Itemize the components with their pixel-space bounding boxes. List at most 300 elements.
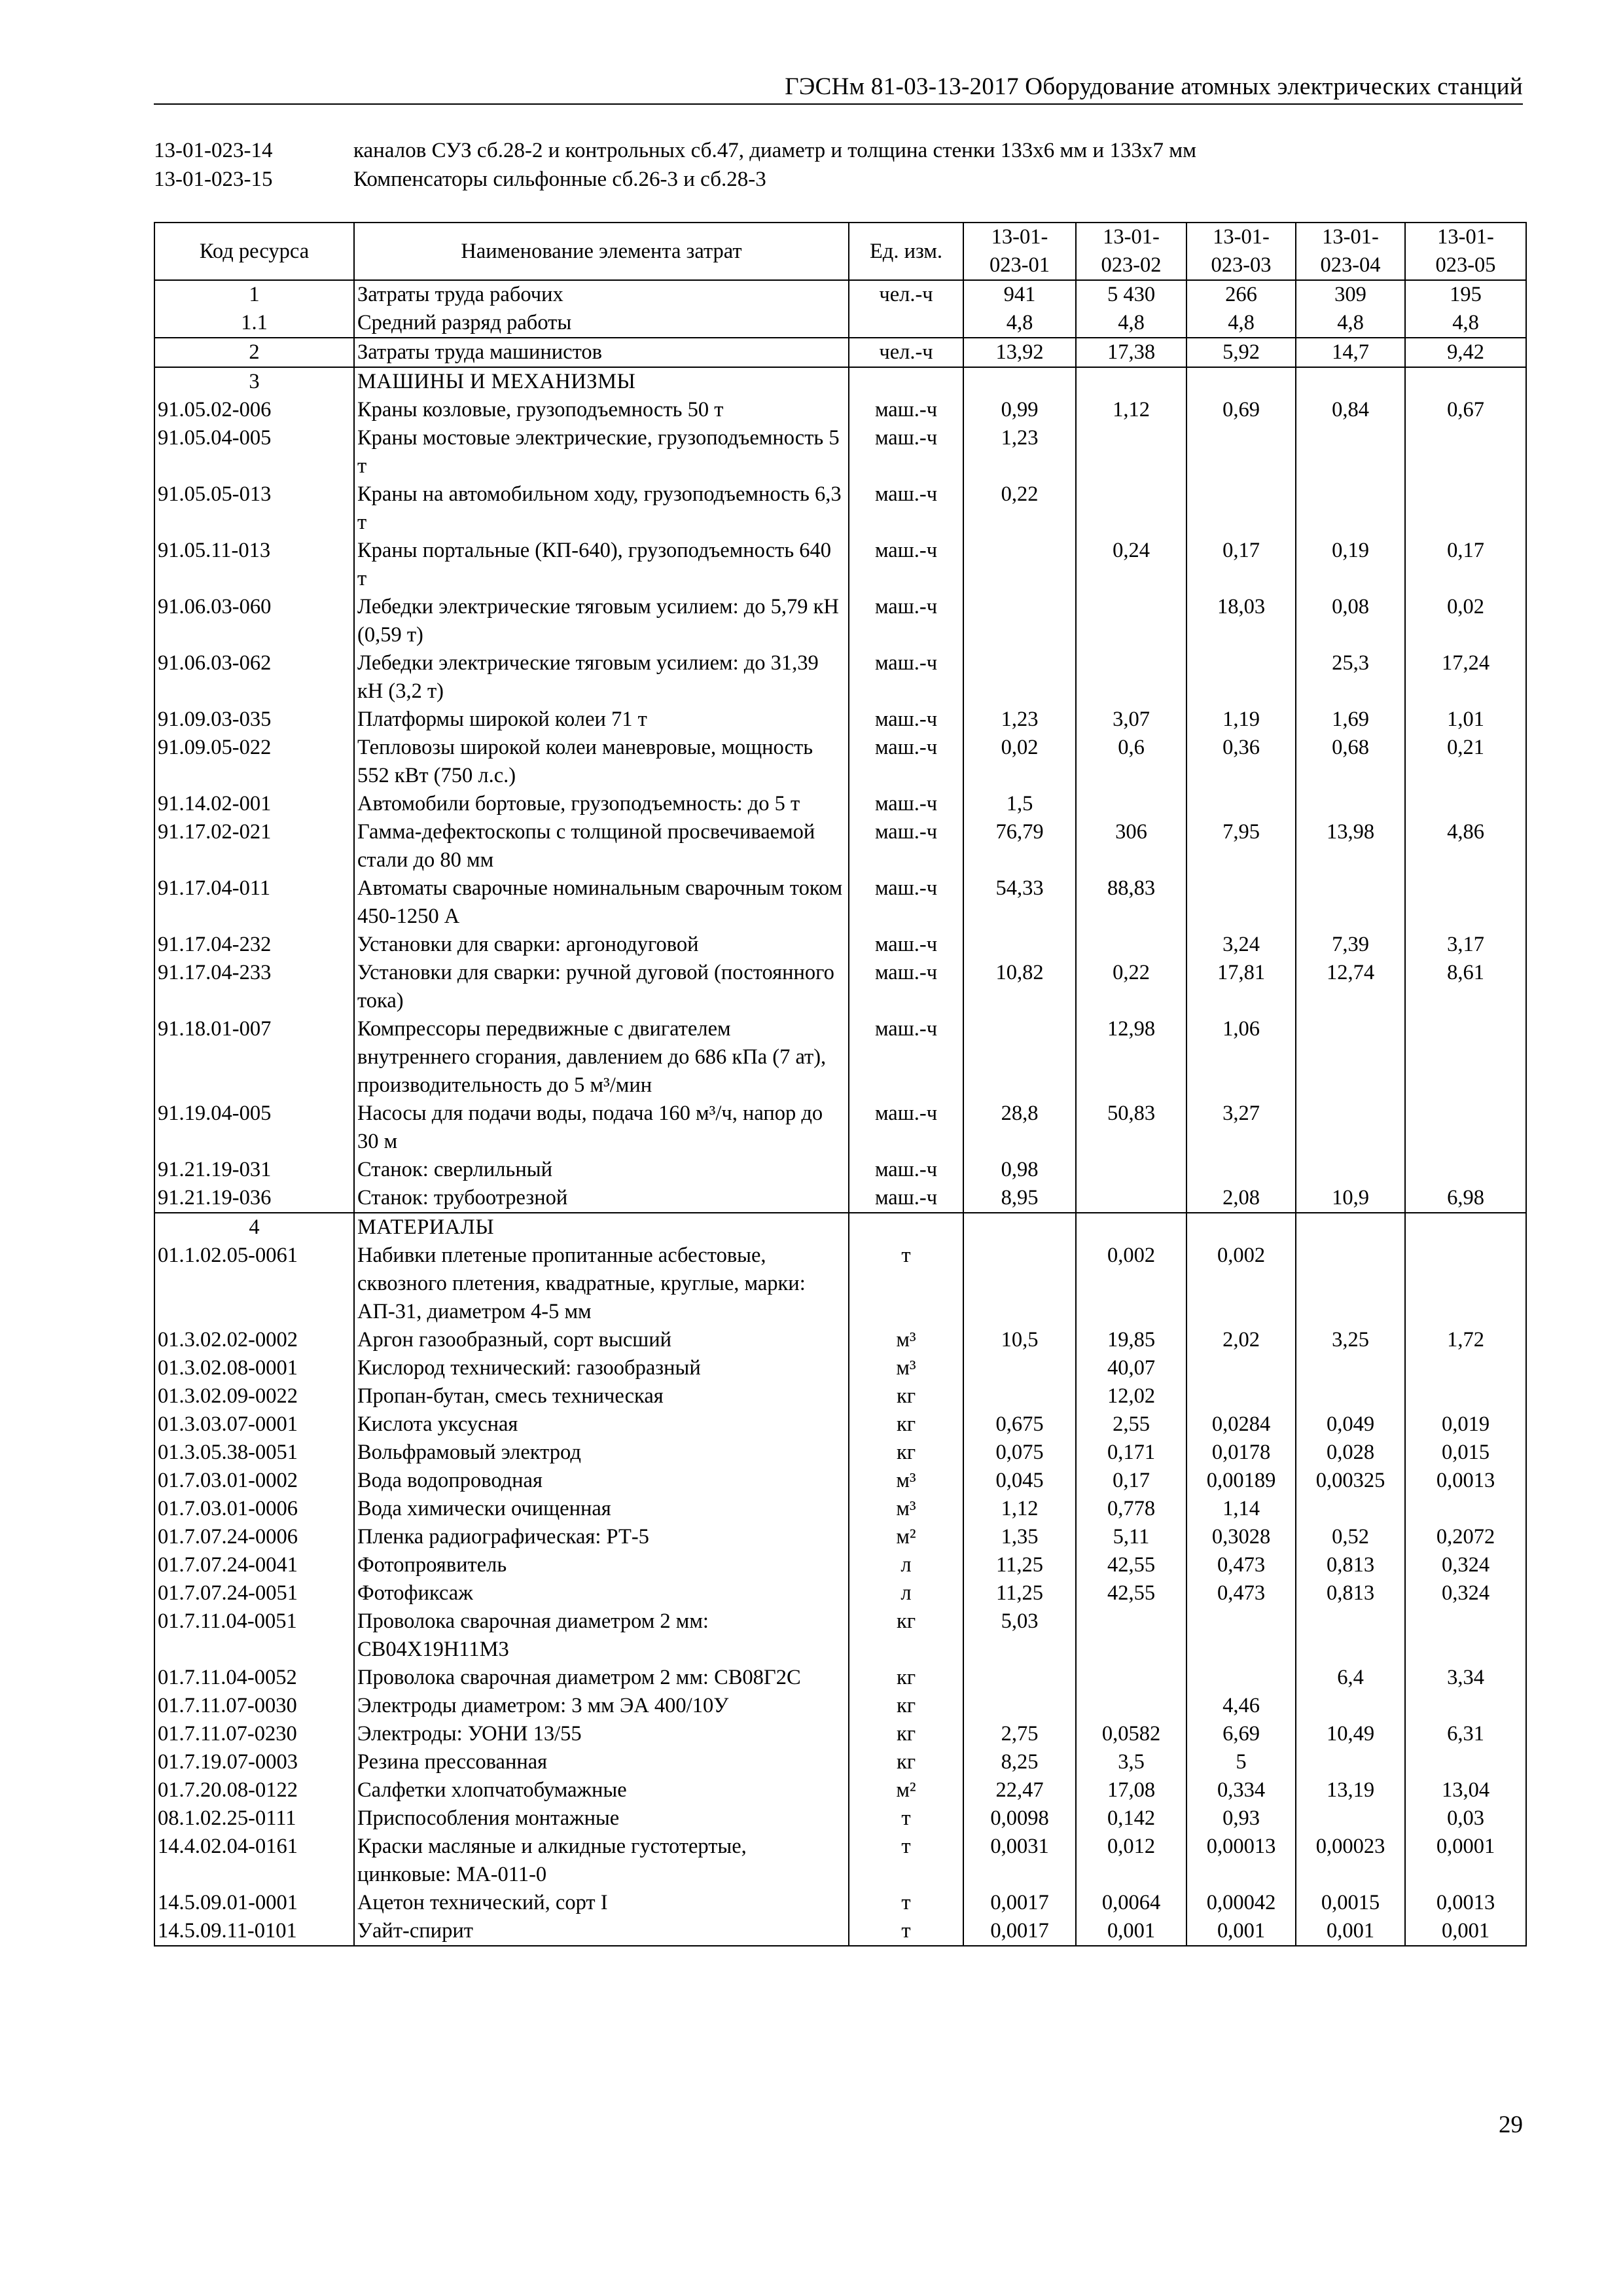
header-col-line1: 13-01- bbox=[1437, 225, 1494, 249]
table-row bbox=[154, 1467, 1526, 1495]
resource-name: Краски масляные и алкидные густотертые, цинковые: МА-011-0 bbox=[354, 1833, 849, 1889]
resource-name: Уайт-спирит bbox=[354, 1917, 849, 1946]
value-cell: 0,17 bbox=[1186, 537, 1296, 593]
table-row bbox=[154, 309, 1526, 338]
empty-cell bbox=[1296, 1213, 1405, 1242]
table-row bbox=[154, 1326, 1526, 1354]
resource-unit: т bbox=[849, 1917, 963, 1946]
value-cell: 0,075 bbox=[963, 1439, 1076, 1467]
resource-name: Краны портальные (КП-640), грузоподъемность 640 т bbox=[354, 537, 849, 593]
value-cell bbox=[1076, 1607, 1186, 1664]
value-cell: 0,0284 bbox=[1186, 1410, 1296, 1439]
value-cell bbox=[1405, 1156, 1526, 1184]
resource-code: 01.7.11.07-0230 bbox=[154, 1720, 354, 1748]
value-cell: 2,75 bbox=[963, 1720, 1076, 1748]
value-cell bbox=[1405, 790, 1526, 818]
value-cell bbox=[1076, 1184, 1186, 1213]
resource-name: Проволока сварочная диаметром 2 мм: СВ08Г2С bbox=[354, 1664, 849, 1692]
value-cell bbox=[1296, 1015, 1405, 1100]
value-cell: 88,83 bbox=[1076, 874, 1186, 931]
resource-name: Электроды: УОНИ 13/55 bbox=[354, 1720, 849, 1748]
resource-code: 01.7.11.04-0051 bbox=[154, 1607, 354, 1664]
resource-unit: чел.-ч bbox=[849, 280, 963, 309]
value-cell: 0,00189 bbox=[1186, 1467, 1296, 1495]
resource-code: 14.5.09.01-0001 bbox=[154, 1889, 354, 1917]
resource-unit: т bbox=[849, 1242, 963, 1326]
resource-name: Ацетон технический, сорт I bbox=[354, 1889, 849, 1917]
table-row bbox=[154, 818, 1526, 874]
value-cell bbox=[1186, 649, 1296, 706]
value-cell bbox=[1076, 1692, 1186, 1720]
resource-code: 01.7.19.07-0003 bbox=[154, 1748, 354, 1776]
value-cell: 18,03 bbox=[1186, 593, 1296, 649]
table-row bbox=[154, 1692, 1526, 1720]
resource-name: Вольфрамовый электрод bbox=[354, 1439, 849, 1467]
table-row bbox=[154, 1748, 1526, 1776]
value-cell: 0,08 bbox=[1296, 593, 1405, 649]
value-cell: 0,0064 bbox=[1076, 1889, 1186, 1917]
value-cell: 0,84 bbox=[1296, 396, 1405, 424]
value-cell: 7,95 bbox=[1186, 818, 1296, 874]
resource-code: 01.7.07.24-0041 bbox=[154, 1551, 354, 1579]
value-cell bbox=[1186, 1664, 1296, 1692]
value-cell: 1,12 bbox=[963, 1495, 1076, 1523]
resource-unit: л bbox=[849, 1579, 963, 1607]
resource-code: 91.05.04-005 bbox=[154, 424, 354, 480]
resource-unit: м³ bbox=[849, 1326, 963, 1354]
value-cell: 5,92 bbox=[1186, 338, 1296, 367]
table-row bbox=[154, 790, 1526, 818]
section-row bbox=[154, 1213, 1526, 1242]
value-cell: 0,69 bbox=[1186, 396, 1296, 424]
resource-unit: маш.-ч bbox=[849, 959, 963, 1015]
resource-name: Затраты труда рабочих bbox=[354, 280, 849, 309]
value-cell: 0,0015 bbox=[1296, 1889, 1405, 1917]
table-body bbox=[154, 280, 1526, 1946]
preamble-code: 13-01-023-15 bbox=[154, 168, 273, 191]
table-row bbox=[154, 480, 1526, 537]
resource-name: Лебедки электрические тяговым усилием: до 5,79 кН (0,59 т) bbox=[354, 593, 849, 649]
resource-name: Краны мостовые электрические, грузоподъемность 5 т bbox=[354, 424, 849, 480]
value-cell bbox=[1296, 1495, 1405, 1523]
resource-code: 91.17.04-011 bbox=[154, 874, 354, 931]
resource-unit: маш.-ч bbox=[849, 593, 963, 649]
table-header-row bbox=[154, 223, 1526, 280]
value-cell: 0,68 bbox=[1296, 734, 1405, 790]
resource-unit: маш.-ч bbox=[849, 874, 963, 931]
value-cell: 266 bbox=[1186, 280, 1296, 309]
value-cell bbox=[1076, 424, 1186, 480]
resource-name: Станок: трубоотрезной bbox=[354, 1184, 849, 1213]
value-cell: 0,2072 bbox=[1405, 1523, 1526, 1551]
table-row bbox=[154, 1100, 1526, 1156]
value-cell bbox=[1296, 1804, 1405, 1833]
empty-cell bbox=[849, 1213, 963, 1242]
resource-code: 91.05.02-006 bbox=[154, 396, 354, 424]
value-cell: 13,92 bbox=[963, 338, 1076, 367]
value-cell bbox=[1405, 1015, 1526, 1100]
resource-code: 91.14.02-001 bbox=[154, 790, 354, 818]
value-cell bbox=[1405, 1382, 1526, 1410]
table-row bbox=[154, 1607, 1526, 1664]
value-cell: 0,0178 bbox=[1186, 1439, 1296, 1467]
section-title: МАШИНЫ И МЕХАНИЗМЫ bbox=[354, 367, 849, 396]
resource-code: 91.21.19-031 bbox=[154, 1156, 354, 1184]
value-cell: 3,25 bbox=[1296, 1326, 1405, 1354]
resource-unit: м³ bbox=[849, 1495, 963, 1523]
resource-name: Компрессоры передвижные с двигателем внутреннего сгорания, давлением до 686 кПа (7 ат), производительность до 5 м³/мин bbox=[354, 1015, 849, 1100]
value-cell: 0,0013 bbox=[1405, 1889, 1526, 1917]
value-cell: 0,98 bbox=[963, 1156, 1076, 1184]
empty-cell bbox=[1076, 1213, 1186, 1242]
empty-cell bbox=[963, 367, 1076, 396]
resource-code: 01.3.02.08-0001 bbox=[154, 1354, 354, 1382]
value-cell bbox=[1186, 1354, 1296, 1382]
value-cell: 1,19 bbox=[1186, 706, 1296, 734]
empty-cell bbox=[963, 1213, 1076, 1242]
value-cell bbox=[1186, 1156, 1296, 1184]
value-cell: 19,85 bbox=[1076, 1326, 1186, 1354]
value-cell: 10,82 bbox=[963, 959, 1076, 1015]
resource-unit: маш.-ч bbox=[849, 1015, 963, 1100]
page-header bbox=[154, 71, 1523, 105]
resource-name: Средний разряд работы bbox=[354, 309, 849, 338]
value-cell: 0,001 bbox=[1186, 1917, 1296, 1946]
table-row bbox=[154, 931, 1526, 959]
value-cell bbox=[1186, 480, 1296, 537]
resource-name: Станок: сверлильный bbox=[354, 1156, 849, 1184]
resource-code: 91.05.05-013 bbox=[154, 480, 354, 537]
value-cell bbox=[1405, 424, 1526, 480]
value-cell bbox=[1076, 1664, 1186, 1692]
table-row bbox=[154, 1889, 1526, 1917]
resource-unit: чел.-ч bbox=[849, 338, 963, 367]
value-cell: 0,675 bbox=[963, 1410, 1076, 1439]
value-cell: 0,001 bbox=[1405, 1917, 1526, 1946]
value-cell: 11,25 bbox=[963, 1579, 1076, 1607]
resource-name: Фотофиксаж bbox=[354, 1579, 849, 1607]
table-row bbox=[154, 1156, 1526, 1184]
resource-unit: маш.-ч bbox=[849, 396, 963, 424]
value-cell: 5 430 bbox=[1076, 280, 1186, 309]
value-cell: 0,0582 bbox=[1076, 1720, 1186, 1748]
value-cell: 0,3028 bbox=[1186, 1523, 1296, 1551]
value-cell: 4,8 bbox=[1296, 309, 1405, 338]
resource-name: Гамма-дефектоскопы с толщиной просвечиваемой стали до 80 мм bbox=[354, 818, 849, 874]
resource-name: Краны козловые, грузоподъемность 50 т bbox=[354, 396, 849, 424]
value-cell: 0,00042 bbox=[1186, 1889, 1296, 1917]
value-cell bbox=[963, 1664, 1076, 1692]
header-unit: Ед. изм. bbox=[849, 223, 963, 280]
table-row bbox=[154, 1184, 1526, 1213]
value-cell: 54,33 bbox=[963, 874, 1076, 931]
value-cell: 8,61 bbox=[1405, 959, 1526, 1015]
resource-name: Платформы широкой колеи 71 т bbox=[354, 706, 849, 734]
resource-code: 91.19.04-005 bbox=[154, 1100, 354, 1156]
value-cell bbox=[1186, 1607, 1296, 1664]
value-cell: 0,324 bbox=[1405, 1579, 1526, 1607]
value-cell: 1,01 bbox=[1405, 706, 1526, 734]
table-row bbox=[154, 1804, 1526, 1833]
value-cell: 9,42 bbox=[1405, 338, 1526, 367]
value-cell: 941 bbox=[963, 280, 1076, 309]
value-cell: 0,93 bbox=[1186, 1804, 1296, 1833]
resource-name: Кислота уксусная bbox=[354, 1410, 849, 1439]
resource-name: Тепловозы широкой колеи маневровые, мощность 552 кВт (750 л.с.) bbox=[354, 734, 849, 790]
resource-name: Резина прессованная bbox=[354, 1748, 849, 1776]
resource-code: 91.06.03-060 bbox=[154, 593, 354, 649]
value-cell: 0,778 bbox=[1076, 1495, 1186, 1523]
resource-code: 01.7.03.01-0006 bbox=[154, 1495, 354, 1523]
table-row bbox=[154, 874, 1526, 931]
resource-unit: т bbox=[849, 1889, 963, 1917]
value-cell bbox=[1076, 480, 1186, 537]
header-code: Код ресурса bbox=[154, 223, 354, 280]
preamble-row bbox=[154, 165, 1196, 194]
value-cell: 0,22 bbox=[1076, 959, 1186, 1015]
table-row bbox=[154, 649, 1526, 706]
value-cell: 4,8 bbox=[963, 309, 1076, 338]
table-row bbox=[154, 1664, 1526, 1692]
resource-name: Краны на автомобильном ходу, грузоподъемность 6,3 т bbox=[354, 480, 849, 537]
resource-table bbox=[154, 222, 1527, 1946]
value-cell: 0,52 bbox=[1296, 1523, 1405, 1551]
value-cell: 0,002 bbox=[1076, 1242, 1186, 1326]
header-col-3 bbox=[1186, 223, 1296, 280]
value-cell: 0,473 bbox=[1186, 1579, 1296, 1607]
resource-unit: кг bbox=[849, 1382, 963, 1410]
value-cell: 14,7 bbox=[1296, 338, 1405, 367]
value-cell bbox=[1076, 649, 1186, 706]
value-cell: 3,17 bbox=[1405, 931, 1526, 959]
value-cell: 22,47 bbox=[963, 1776, 1076, 1804]
value-cell: 3,27 bbox=[1186, 1100, 1296, 1156]
empty-cell bbox=[849, 367, 963, 396]
value-cell: 0,0031 bbox=[963, 1833, 1076, 1889]
resource-name: Автоматы сварочные номинальным сварочным током 450-1250 А bbox=[354, 874, 849, 931]
value-cell: 17,24 bbox=[1405, 649, 1526, 706]
value-cell: 0,00013 bbox=[1186, 1833, 1296, 1889]
header-col-1 bbox=[963, 223, 1076, 280]
resource-unit: м³ bbox=[849, 1354, 963, 1382]
empty-cell bbox=[1405, 1213, 1526, 1242]
table-row bbox=[154, 593, 1526, 649]
table-row bbox=[154, 734, 1526, 790]
value-cell: 0,813 bbox=[1296, 1579, 1405, 1607]
resource-code: 01.7.11.04-0052 bbox=[154, 1664, 354, 1692]
value-cell: 0,0013 bbox=[1405, 1467, 1526, 1495]
value-cell bbox=[963, 593, 1076, 649]
value-cell: 1,72 bbox=[1405, 1326, 1526, 1354]
value-cell: 7,39 bbox=[1296, 931, 1405, 959]
table-row bbox=[154, 1354, 1526, 1382]
value-cell bbox=[1296, 1354, 1405, 1382]
value-cell: 13,19 bbox=[1296, 1776, 1405, 1804]
header-col-line2: 023-01 bbox=[989, 253, 1050, 277]
section-row bbox=[154, 367, 1526, 396]
resource-unit: кг bbox=[849, 1748, 963, 1776]
value-cell bbox=[963, 537, 1076, 593]
empty-cell bbox=[1405, 367, 1526, 396]
value-cell: 0,334 bbox=[1186, 1776, 1296, 1804]
value-cell: 12,98 bbox=[1076, 1015, 1186, 1100]
resource-code: 2 bbox=[154, 338, 354, 367]
resource-code: 91.17.02-021 bbox=[154, 818, 354, 874]
header-col-line2: 023-03 bbox=[1211, 253, 1272, 277]
resource-unit: маш.-ч bbox=[849, 649, 963, 706]
table-row bbox=[154, 1833, 1526, 1889]
value-cell bbox=[1186, 874, 1296, 931]
resource-code: 01.7.03.01-0002 bbox=[154, 1467, 354, 1495]
value-cell: 0,324 bbox=[1405, 1551, 1526, 1579]
value-cell: 1,14 bbox=[1186, 1495, 1296, 1523]
value-cell: 0,36 bbox=[1186, 734, 1296, 790]
value-cell bbox=[963, 1692, 1076, 1720]
resource-name: Электроды диаметром: 3 мм ЭА 400/10У bbox=[354, 1692, 849, 1720]
table-row bbox=[154, 338, 1526, 367]
value-cell: 0,6 bbox=[1076, 734, 1186, 790]
resource-code: 1.1 bbox=[154, 309, 354, 338]
value-cell: 0,0001 bbox=[1405, 1833, 1526, 1889]
resource-name: Набивки плетеные пропитанные асбестовые, сквозного плетения, квадратные, круглые, марки: АП-31, диаметром 4-5 мм bbox=[354, 1242, 849, 1326]
value-cell: 4,8 bbox=[1405, 309, 1526, 338]
resource-unit: т bbox=[849, 1833, 963, 1889]
value-cell: 1,23 bbox=[963, 424, 1076, 480]
value-cell: 4,8 bbox=[1186, 309, 1296, 338]
value-cell: 12,74 bbox=[1296, 959, 1405, 1015]
value-cell bbox=[1296, 424, 1405, 480]
value-cell bbox=[1405, 1354, 1526, 1382]
table-row bbox=[154, 1551, 1526, 1579]
empty-cell bbox=[1186, 367, 1296, 396]
value-cell bbox=[1405, 1100, 1526, 1156]
resource-code: 14.4.02.04-0161 bbox=[154, 1833, 354, 1889]
value-cell: 0,012 bbox=[1076, 1833, 1186, 1889]
value-cell bbox=[1405, 1692, 1526, 1720]
resource-name: Вода водопроводная bbox=[354, 1467, 849, 1495]
resource-code: 91.09.03-035 bbox=[154, 706, 354, 734]
value-cell: 0,99 bbox=[963, 396, 1076, 424]
resource-code: 91.06.03-062 bbox=[154, 649, 354, 706]
header-col-line2: 023-02 bbox=[1101, 253, 1162, 277]
value-cell: 50,83 bbox=[1076, 1100, 1186, 1156]
value-cell: 0,21 bbox=[1405, 734, 1526, 790]
resource-unit: т bbox=[849, 1804, 963, 1833]
value-cell bbox=[1076, 593, 1186, 649]
value-cell: 6,98 bbox=[1405, 1184, 1526, 1213]
resource-unit: маш.-ч bbox=[849, 1156, 963, 1184]
value-cell: 0,045 bbox=[963, 1467, 1076, 1495]
page-number: 29 bbox=[1499, 2111, 1523, 2138]
value-cell: 12,02 bbox=[1076, 1382, 1186, 1410]
resource-name: Лебедки электрические тяговым усилием: до 31,39 кН (3,2 т) bbox=[354, 649, 849, 706]
resource-unit: м² bbox=[849, 1523, 963, 1551]
value-cell: 17,08 bbox=[1076, 1776, 1186, 1804]
table-row bbox=[154, 1382, 1526, 1410]
header-col-2 bbox=[1076, 223, 1186, 280]
value-cell: 3,07 bbox=[1076, 706, 1186, 734]
value-cell: 0,02 bbox=[1405, 593, 1526, 649]
value-cell: 1,23 bbox=[963, 706, 1076, 734]
value-cell: 1,35 bbox=[963, 1523, 1076, 1551]
value-cell bbox=[963, 1354, 1076, 1382]
resource-name: Насосы для подачи воды, подача 160 м³/ч, напор до 30 м bbox=[354, 1100, 849, 1156]
empty-cell bbox=[1296, 367, 1405, 396]
value-cell: 0,03 bbox=[1405, 1804, 1526, 1833]
resource-unit: маш.-ч bbox=[849, 1100, 963, 1156]
empty-cell bbox=[1076, 367, 1186, 396]
resource-unit: кг bbox=[849, 1410, 963, 1439]
value-cell: 10,9 bbox=[1296, 1184, 1405, 1213]
header-col-line1: 13-01- bbox=[1103, 225, 1160, 249]
resource-code: 01.1.02.05-0061 bbox=[154, 1242, 354, 1326]
value-cell bbox=[1296, 1748, 1405, 1776]
value-cell bbox=[963, 1015, 1076, 1100]
resource-name: Проволока сварочная диаметром 2 мм: СВ04Х19Н11М3 bbox=[354, 1607, 849, 1664]
value-cell: 2,55 bbox=[1076, 1410, 1186, 1439]
resource-unit bbox=[849, 309, 963, 338]
resource-unit: маш.-ч bbox=[849, 734, 963, 790]
value-cell: 0,02 bbox=[963, 734, 1076, 790]
resource-name: Фотопроявитель bbox=[354, 1551, 849, 1579]
value-cell: 0,22 bbox=[963, 480, 1076, 537]
table-row bbox=[154, 959, 1526, 1015]
value-cell bbox=[1296, 1100, 1405, 1156]
value-cell: 0,813 bbox=[1296, 1551, 1405, 1579]
header-col-5 bbox=[1405, 223, 1526, 280]
resource-unit: кг bbox=[849, 1692, 963, 1720]
value-cell: 0,001 bbox=[1296, 1917, 1405, 1946]
value-cell: 0,00325 bbox=[1296, 1467, 1405, 1495]
value-cell: 0,0017 bbox=[963, 1917, 1076, 1946]
value-cell bbox=[1186, 790, 1296, 818]
value-cell: 17,38 bbox=[1076, 338, 1186, 367]
value-cell: 5 bbox=[1186, 1748, 1296, 1776]
value-cell: 8,25 bbox=[963, 1748, 1076, 1776]
value-cell bbox=[1076, 1156, 1186, 1184]
value-cell: 6,69 bbox=[1186, 1720, 1296, 1748]
value-cell: 4,8 bbox=[1076, 309, 1186, 338]
resource-unit: кг bbox=[849, 1607, 963, 1664]
value-cell: 0,17 bbox=[1405, 537, 1526, 593]
value-cell: 13,04 bbox=[1405, 1776, 1526, 1804]
header-col-line1: 13-01- bbox=[991, 225, 1048, 249]
value-cell: 17,81 bbox=[1186, 959, 1296, 1015]
resource-name: Салфетки хлопчатобумажные bbox=[354, 1776, 849, 1804]
value-cell: 0,67 bbox=[1405, 396, 1526, 424]
resource-unit: маш.-ч bbox=[849, 424, 963, 480]
preamble-row bbox=[154, 136, 1196, 165]
table-row bbox=[154, 1242, 1526, 1326]
header-col-line2: 023-05 bbox=[1435, 253, 1496, 277]
table-row bbox=[154, 537, 1526, 593]
resource-name: Вода химически очищенная bbox=[354, 1495, 849, 1523]
value-cell: 10,5 bbox=[963, 1326, 1076, 1354]
resource-code: 01.7.20.08-0122 bbox=[154, 1776, 354, 1804]
value-cell: 306 bbox=[1076, 818, 1186, 874]
value-cell bbox=[1405, 874, 1526, 931]
value-cell bbox=[1405, 1607, 1526, 1664]
value-cell: 0,00023 bbox=[1296, 1833, 1405, 1889]
value-cell: 42,55 bbox=[1076, 1579, 1186, 1607]
resource-code: 1 bbox=[154, 280, 354, 309]
section-number: 4 bbox=[154, 1213, 354, 1242]
value-cell bbox=[963, 931, 1076, 959]
value-cell: 1,06 bbox=[1186, 1015, 1296, 1100]
value-cell bbox=[1405, 480, 1526, 537]
resource-unit: м³ bbox=[849, 1467, 963, 1495]
value-cell: 0,015 bbox=[1405, 1439, 1526, 1467]
